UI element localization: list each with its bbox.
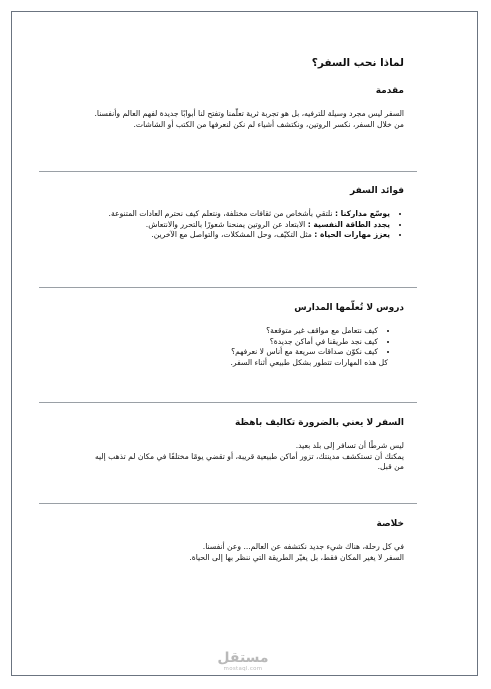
section-summary <box>94 519 404 563</box>
section-heading: فوائد السفر <box>349 186 404 196</box>
paragraph: يمكنك أن تستكشف مدينتك، تزور أماكن طبيعية قريبة، أو تقضي يومًا مختلفًا في مكان لم تذهب إليه من قبل. <box>94 451 404 472</box>
paragraph: كل هذه المهارات تتطور بشكل طبيعي أثناء السفر. <box>230 357 388 367</box>
paragraph: السفر لا يغير المكان فقط، بل يغيّر الطريقة التي ننظر بها إلى الحياة. <box>189 552 404 562</box>
list-item: • يوسّع مداركنا : نلتقي بأشخاص من ثقافات مختلفة، ونتعلم كيف نحترم العادات المتنوعة. <box>94 209 390 220</box>
list-item: • يعزز مهارات الحياة : مثل التكيّف، وحل المشكلات، والتواصل مع الآخرين. <box>94 230 390 241</box>
divider <box>39 287 417 288</box>
list-item: • كيف نتعامل مع مواقف غير متوقعة؟ <box>94 326 378 337</box>
page-title: لماذا نحب السفر؟ <box>311 57 404 69</box>
divider <box>39 402 417 403</box>
benefits-list <box>94 209 404 241</box>
paragraph: في كل رحلة، هناك شيء جديد نكتشفه عن العالم... وعن أنفسنا. <box>202 542 404 551</box>
section-lessons <box>94 303 404 368</box>
section-heading: دروس لا تُعلّمها المدارس <box>294 303 404 313</box>
paragraph: السفر ليس مجرد وسيلة للترفيه، بل هو تجربة ثرية تعلّمنا وتفتح لنا أبوابًا جديدة لفهم العالم وأنفسنا. <box>94 109 404 118</box>
lessons-list <box>94 326 404 358</box>
section-heading: السفر لا يعني بالضرورة تكاليف باهظة <box>235 418 404 428</box>
mostaql-watermark-logo: مستقل mostaql.com <box>217 650 269 672</box>
section-intro <box>94 86 404 130</box>
list-item: • كيف نجد طريقنا في أماكن جديدة؟ <box>94 337 378 348</box>
section-benefits <box>94 186 404 241</box>
list-item: • كيف نكوّن صداقات سريعة مع أناس لا نعرفهم؟ <box>94 347 378 358</box>
section-heading: مقدمة <box>375 86 404 96</box>
section-heading: خلاصة <box>376 519 404 529</box>
paragraph: من خلال السفر، نكسر الروتين، ونكتشف أشياء لم نكن لنعرفها من الكتب أو الشاشات. <box>133 119 404 129</box>
list-item: • يجدد الطاقة النفسية : الابتعاد عن الروتين يمنحنا شعورًا بالتحرر والانتعاش. <box>94 220 390 231</box>
divider <box>39 171 417 172</box>
divider <box>39 503 417 504</box>
paragraph: ليس شرطًا أن تسافر إلى بلد بعيد. <box>295 441 404 450</box>
section-cost <box>94 418 404 473</box>
